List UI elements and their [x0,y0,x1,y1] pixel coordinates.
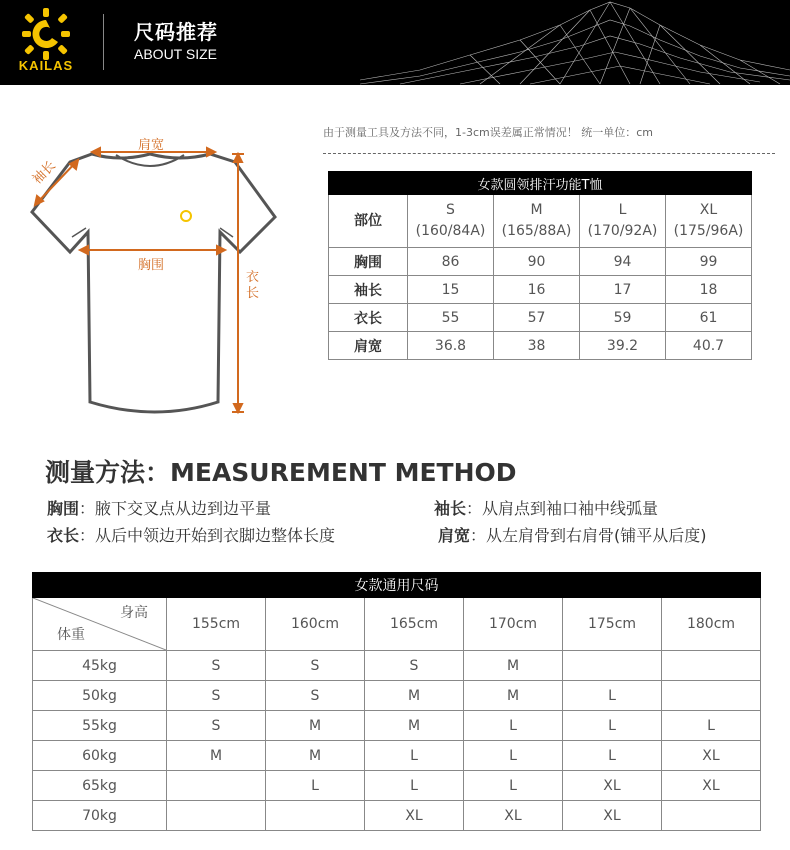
length-label: 衣长 [246,270,260,301]
header-banner [0,0,790,85]
dashed-divider [323,153,775,154]
table-row: 50kg S S M M L [33,681,761,711]
chest-label: 胸围 [138,258,165,273]
table-row: 胸围 86 90 94 99 [329,248,752,276]
method-title: 测量方法：MEASUREMENT METHOD [45,458,517,487]
height-axis-label: 身高 [120,605,148,621]
height-header: 155cm [167,598,266,651]
mountain-wireframe-graphic [360,0,790,85]
header-divider [103,14,104,70]
height-header: 165cm [365,598,464,651]
table-row: 60kg M M L L L XL [33,741,761,771]
measurement-note: 由于测量工具及方法不同，1-3cm误差属正常情况！ 统一单位：cm [323,126,653,139]
table-header-row [329,195,752,248]
size-header: XL (175/96A) [666,195,752,248]
table-corner-cell [33,598,167,651]
method-item-chest: 胸围：腋下交叉点从边到边平量 [47,499,272,518]
table-row: 袖长 15 16 17 18 [329,276,752,304]
height-header: 175cm [563,598,662,651]
table-row: 肩宽 36.8 38 39.2 40.7 [329,332,752,360]
size-header: L (170/92A) [580,195,666,248]
height-header: 180cm [662,598,761,651]
shoulder-label: 肩宽 [138,138,165,153]
brand-name: KAILAS [18,58,74,73]
method-item-length: 衣长：从后中领边开始到衣脚边整体长度 [47,526,336,545]
height-header: 160cm [266,598,365,651]
table-row: 45kg S S S M [33,651,761,681]
general-table-caption: 女款通用尺码 [33,573,761,598]
weight-axis-label: 体重 [57,627,85,643]
size-header: S (160/84A) [408,195,494,248]
table-row: 衣长 55 57 59 61 [329,304,752,332]
sun-logo-icon [14,8,78,60]
method-item-sleeve: 袖长：从肩点到袖口袖中线弧量 [434,499,659,518]
size-spec-table [328,171,752,360]
size-table-caption: 女款圆领排汗功能T恤 [329,172,752,195]
size-header: M (165/88A) [494,195,580,248]
general-size-table [32,572,761,831]
page-subtitle: ABOUT SIZE [134,46,217,62]
sleeve-label: 袖长 [29,158,59,188]
table-row: 65kg L L L XL XL [33,771,761,801]
page-title: 尺码推荐 [134,20,218,44]
method-item-shoulder: 肩宽：从左肩骨到右肩骨(铺平从后度) [438,526,707,545]
row-header-label: 部位 [329,195,408,248]
table-row: 55kg S M M L L L [33,711,761,741]
table-row: 70kg XL XL XL [33,801,761,831]
table-header-row [33,598,761,651]
height-header: 170cm [464,598,563,651]
